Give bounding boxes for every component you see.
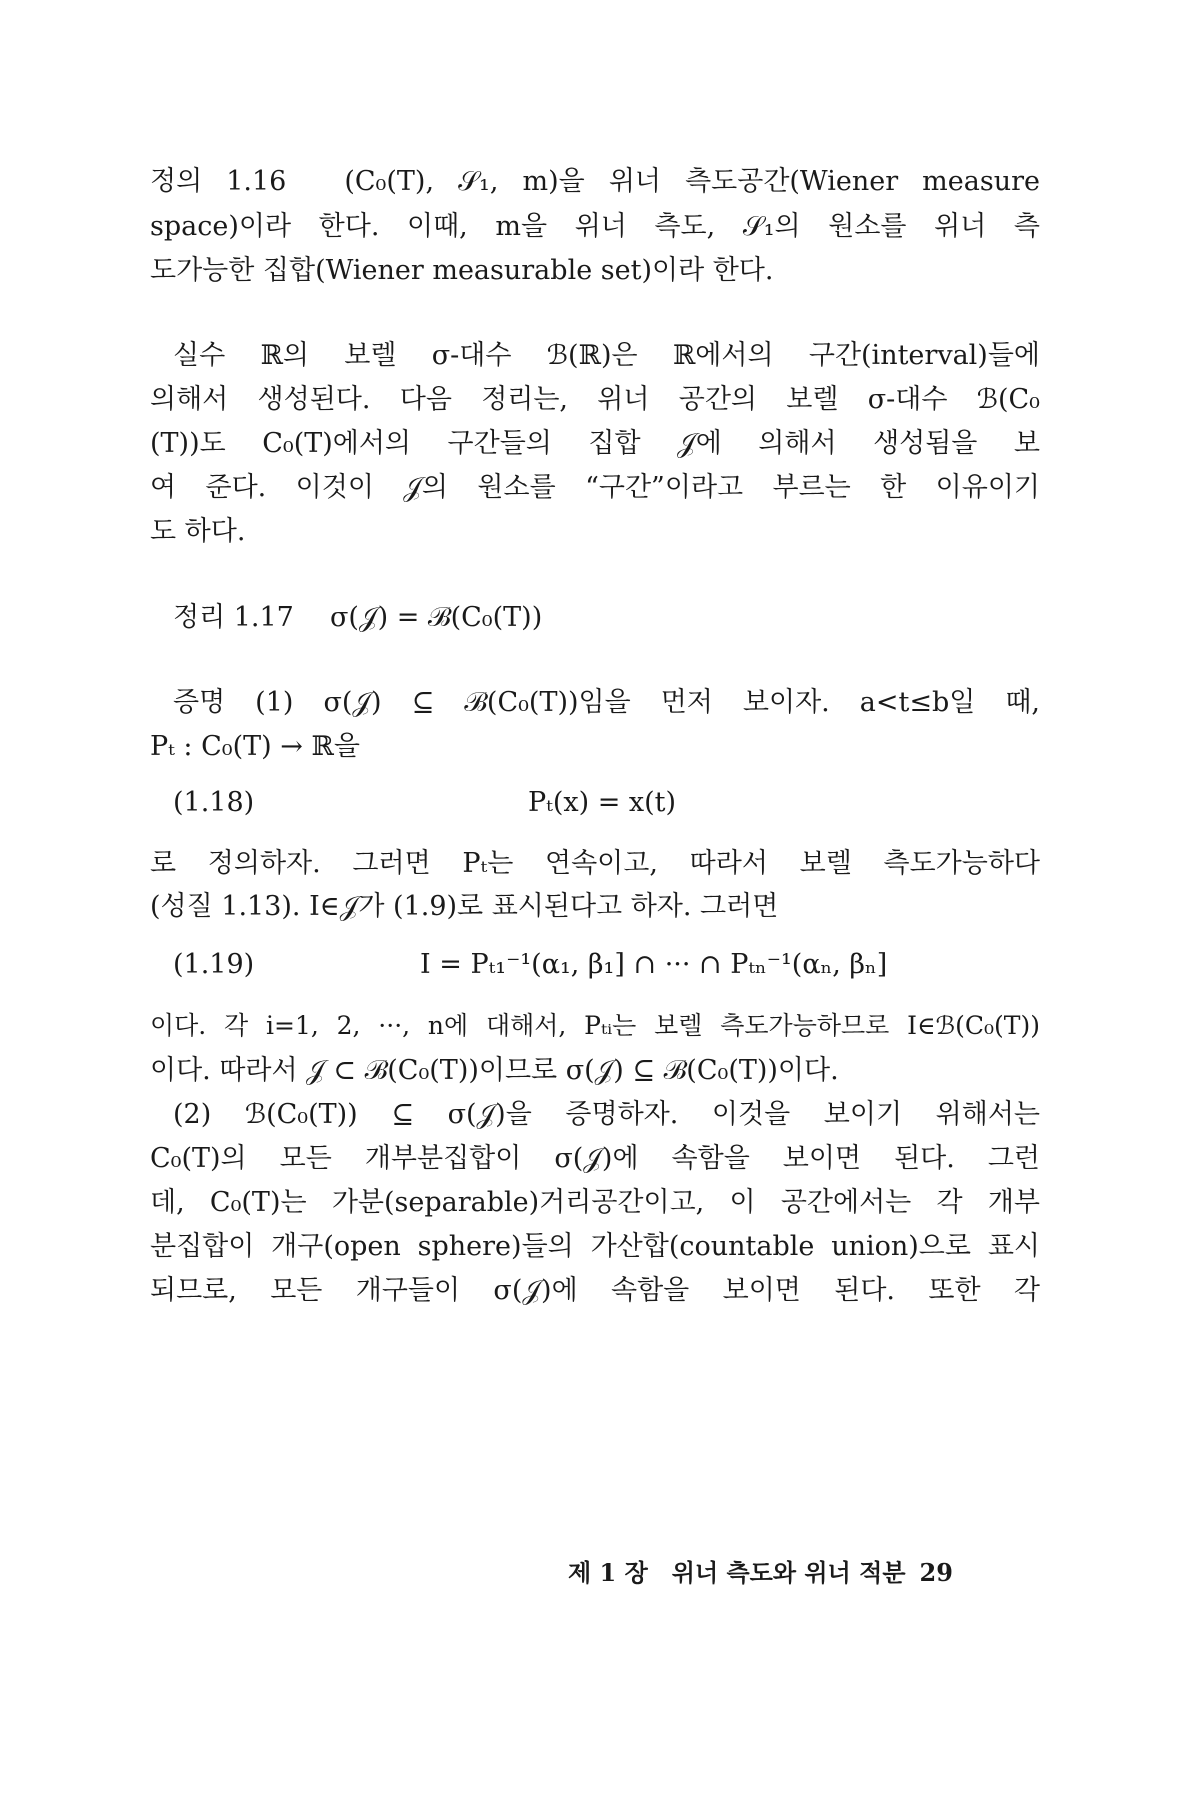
- proof-line: 증명 (1) σ(𝒥) ⊆ ℬ(C₀(T))임을 먼저 보이자. a<t≤b일 때,: [173, 687, 1040, 718]
- proof-line: 이다. 따라서 𝒥 ⊂ ℬ(C₀(T))이므로 σ(𝒥) ⊆ ℬ(C₀(T))이다.: [150, 1055, 839, 1086]
- paragraph-line: 도 하다.: [150, 516, 246, 547]
- equation: Pₜ(x) = x(t): [528, 787, 677, 818]
- proof-line: 데, C₀(T)는 가분(separable)거리공간이고, 이 공간에서는 각 개부: [150, 1187, 1040, 1218]
- definition-line: 도가능한 집합(Wiener measurable set)이라 한다.: [150, 255, 774, 286]
- paragraph-line: 실수 ℝ의 보렐 σ-대수 ℬ(ℝ)은 ℝ에서의 구간(interval)들에: [173, 340, 1040, 371]
- definition-line: space)이라 한다. 이때, m을 위너 측도, 𝒮₁의 원소를 위너 측: [150, 211, 1040, 242]
- proof-line: Pₜ : C₀(T) → ℝ을: [150, 731, 360, 762]
- page-footer: [568, 1553, 953, 1588]
- proof-line: 로 정의하자. 그러면 Pₜ는 연속이고, 따라서 보렐 측도가능하다: [150, 848, 1040, 879]
- theorem-statement: σ(𝒥) = ℬ(C₀(T)): [330, 602, 543, 633]
- proof-line: C₀(T)의 모든 개부분집합이 σ(𝒥)에 속함을 보이면 된다. 그런: [150, 1143, 1040, 1174]
- equation: I = Pₜ₁⁻¹(α₁, β₁] ∩ ··· ∩ Pₜₙ⁻¹(αₙ, βₙ]: [420, 949, 888, 980]
- page-number: 29: [919, 1558, 953, 1587]
- proof-line: 되므로, 모든 개구들이 σ(𝒥)에 속함을 보이면 된다. 또한 각: [150, 1275, 1040, 1306]
- proof-line: 이다. 각 i=1, 2, ···, n에 대해서, Pₜᵢ는 보렐 측도가능하므로 I∈ℬ(C₀(T)): [150, 1011, 1040, 1040]
- equation-number: (1.18): [173, 787, 255, 818]
- paragraph-line: 여 준다. 이것이 𝒥의 원소를 “구간”이라고 부르는 한 이유이기: [150, 472, 1040, 503]
- theorem-label: 정리 1.17: [173, 602, 294, 633]
- proof-line: 분집합이 개구(open sphere)들의 가산합(countable union)으로 표시: [150, 1231, 1040, 1262]
- proof-line: (2) ℬ(C₀(T)) ⊆ σ(𝒥)을 증명하자. 이것을 보이기 위해서는: [173, 1099, 1040, 1130]
- proof-line: (성질 1.13). I∈𝒥가 (1.9)로 표시된다고 하자. 그러면: [150, 891, 779, 922]
- paragraph-line: 의해서 생성된다. 다음 정리는, 위너 공간의 보렐 σ-대수 ℬ(C₀: [150, 384, 1040, 415]
- chapter-title: 제 1 장 위너 측도와 위너 적분: [568, 1558, 906, 1587]
- definition-line: 정의 1.16 (C₀(T), 𝒮₁, m)을 위너 측도공간(Wiener measure: [150, 166, 1040, 197]
- equation-number: (1.19): [173, 949, 255, 980]
- paragraph-line: (T))도 C₀(T)에서의 구간들의 집합 𝒥에 의해서 생성됨을 보: [150, 428, 1040, 459]
